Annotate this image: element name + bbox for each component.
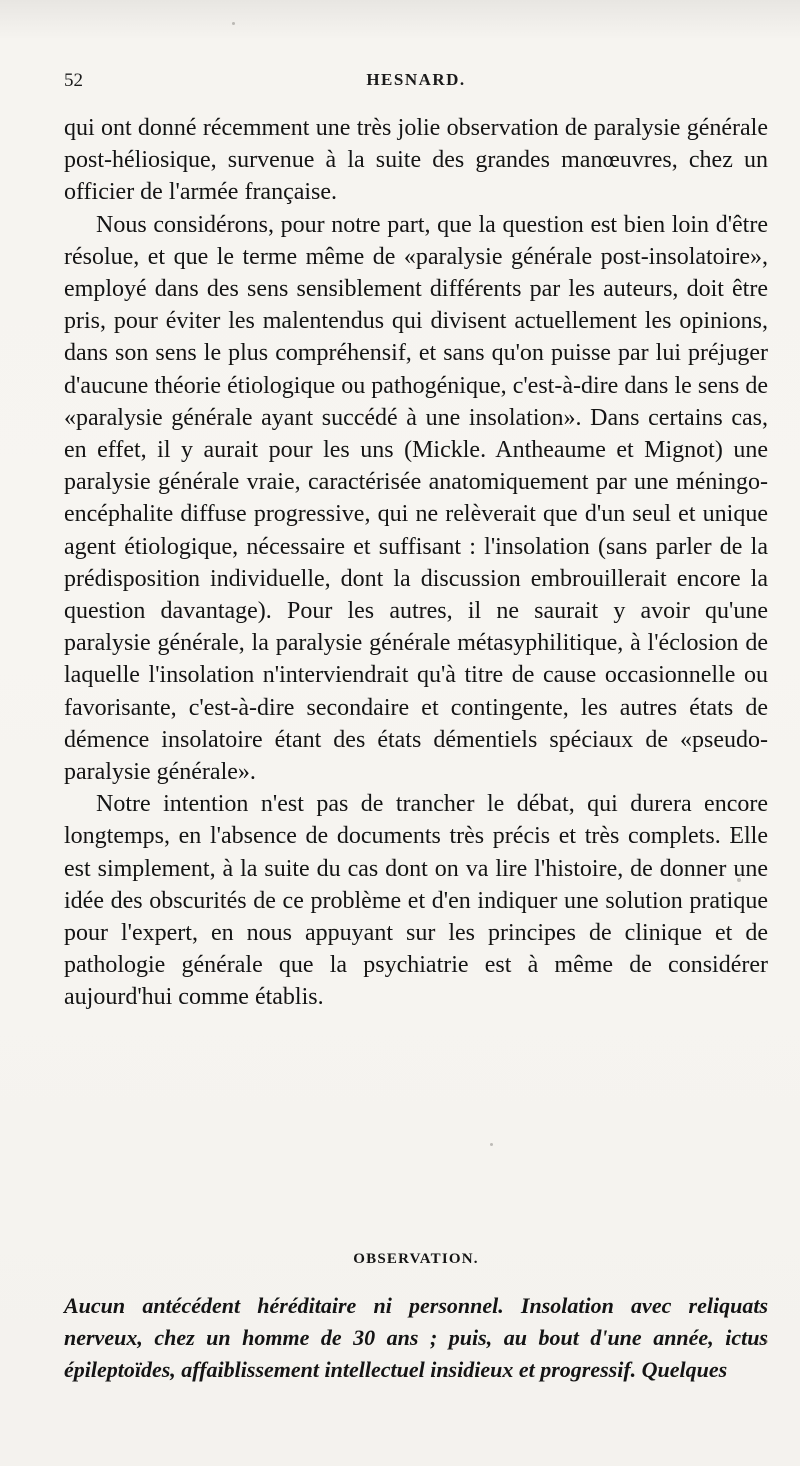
paragraph-intention: Notre intention n'est pas de trancher le débat, qui durera encore longtemps, en l'absence de documents très précis et très complets. Elle est simplement, à la suite du cas dont on va lire l'histoire, de donner une idée des obscurités de ce problème et d'en indiquer une solution pratique pour l'expert, en nous appuyant sur les principes de clinique et de pathologie générale que la psychiatrie est à même de considérer aujourd'hui comme établis. (64, 791, 768, 1011)
scan-speck (490, 1143, 493, 1146)
scan-speck (232, 22, 235, 25)
page-header (64, 70, 768, 100)
scan-speck (765, 1340, 768, 1343)
observation-summary: Aucun antécédent héréditaire ni personnel. Insolation avec reliquats nerveux, chez un homme de 30 ans ; puis, au bout d'une année, ictus épileptoïdes, affaiblissement intellectuel insidieux et progressif. Quelques (64, 1293, 768, 1382)
paragraph-question: Nous considérons, pour notre part, que la question est bien loin d'être résolue, et que le terme même de «paralysie générale post-insolatoire», employé dans des sens sensiblement différents par les auteurs, doit être pris, pour éviter les malentendus qui divisent actuellement les opinions, dans son sens le plus compréhensif, et sans qu'on puisse par lui préjuger d'aucune théorie étiologique ou pathogénique, c'est-à-dire dans le sens de «paralysie générale ayant succédé à une insolation». Dans certains cas, en effet, il y aurait pour les uns (Mickle. Antheaume et Mignot) une paralysie générale vraie, caractérisée anatomiquement par une méningo-encéphalite diffuse progressive, qui ne relèverait que d'un seul et unique agent étiologique, nécessaire et suffisant : l'insolation (sans parler de la prédisposition individuelle, dont la discussion embrouillerait encore la question davantage). Pour les autres, il ne saurait y avoir qu'une paralysie générale, la paralysie générale métasyphilitique, à l'éclosion de laquelle l'insolation n'interviendrait qu'à titre de cause occasionnelle ou favorisante, c'est-à-dire secondaire et contingente, les autres états de démence insolatoire étant des états démentiels spéciaux de «pseudo-paralysie générale». (64, 211, 768, 786)
body-text (64, 112, 768, 1014)
scan-speck (737, 878, 741, 882)
running-head: HESNARD. (366, 70, 466, 89)
section-heading: OBSERVATION. (353, 1251, 479, 1267)
paragraph-continuation: qui ont donné récemment une très jolie observation de paralysie générale post-héliosique, survenue à la suite des grandes manœuvres, chez un officier de l'armée française. (64, 115, 768, 206)
page-number: 52 (64, 70, 83, 91)
